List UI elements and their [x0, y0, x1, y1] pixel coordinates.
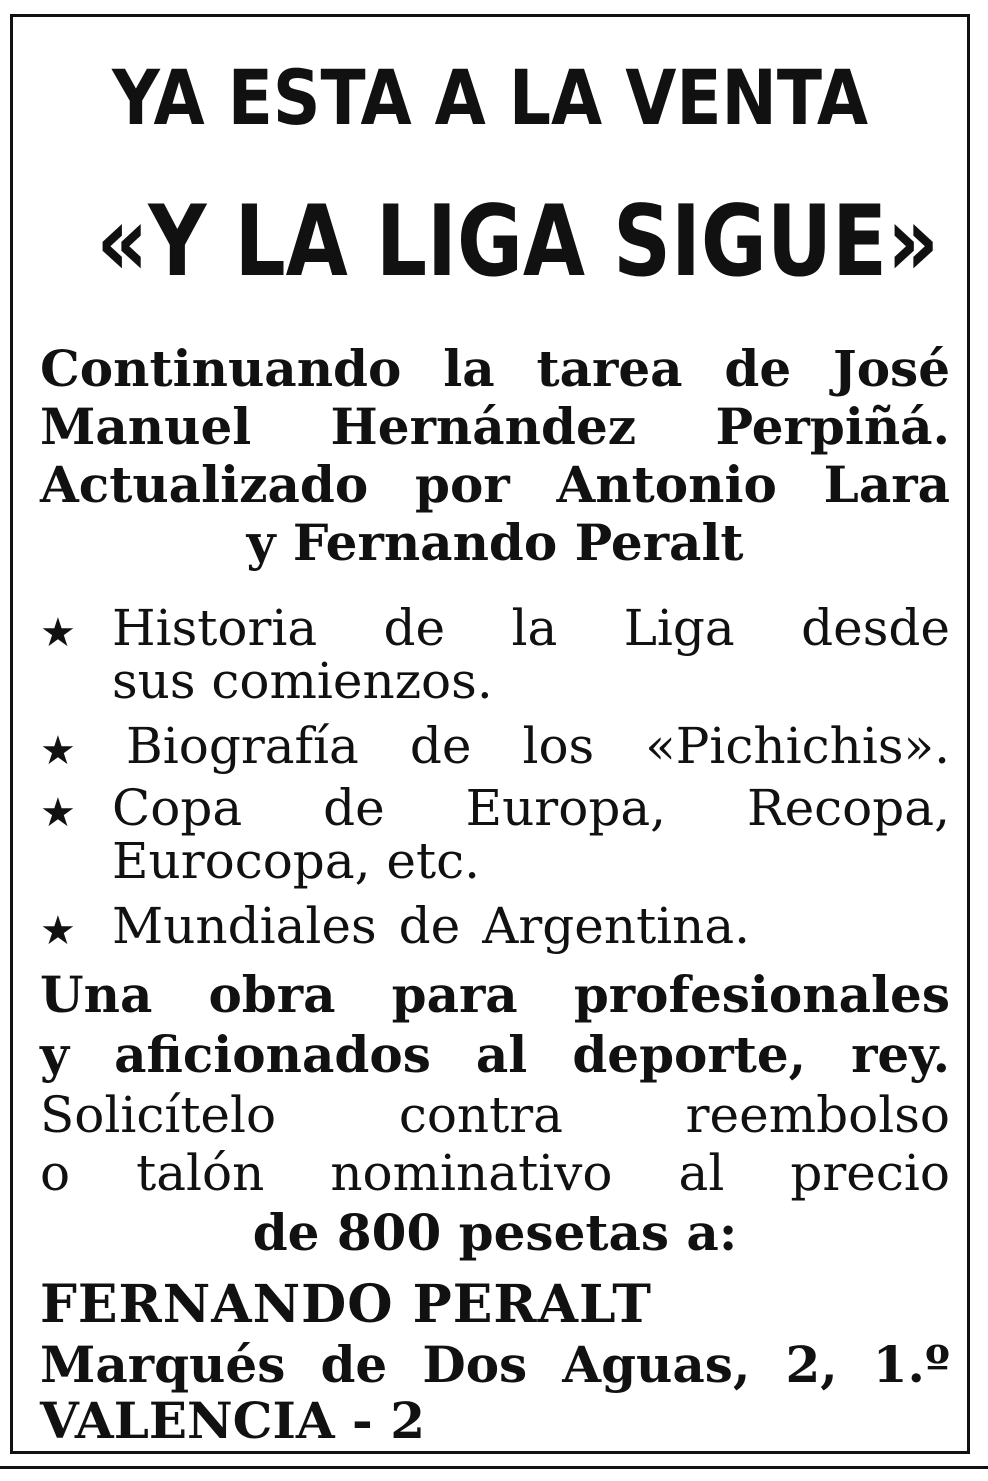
credits-word: Perpiñá. [715, 397, 950, 456]
feature-word: los [522, 717, 595, 775]
feature-word: «Pichichis». [645, 717, 950, 775]
credits-word: de [724, 339, 792, 398]
bottom-rule [0, 1466, 988, 1469]
star-icon: ★ [40, 790, 76, 836]
feature-text [112, 717, 950, 775]
offer-word: para [391, 965, 518, 1024]
credits-word: Hernández [330, 397, 637, 456]
offer-word: nominativo [330, 1144, 613, 1202]
feature-item-biography [40, 712, 950, 780]
publisher-city: VALENCIA - 2 [40, 1391, 426, 1450]
offer-word: precio [790, 1144, 950, 1202]
street-word: Dos [422, 1335, 528, 1394]
street-word: 1.º [872, 1335, 950, 1394]
feature-word: de [409, 717, 472, 775]
feature-word: de [398, 897, 461, 955]
credits-line-4: y Fernando Peralt [246, 513, 744, 572]
credits-line-2 [40, 398, 950, 456]
star-icon: ★ [40, 610, 76, 656]
offer-word: contra [398, 1086, 563, 1144]
offer-word: Una [40, 965, 153, 1024]
credits-word: José [833, 339, 950, 398]
credits-line-3 [40, 456, 950, 514]
star-icon: ★ [40, 728, 76, 774]
credits-word: Manuel [40, 397, 252, 456]
street-word: 2, [785, 1335, 838, 1394]
publisher-name: FERNANDO PERALT [40, 1274, 652, 1335]
offer-word: obra [208, 965, 336, 1024]
offer-line-3 [40, 1086, 950, 1144]
credits-word: la [443, 339, 495, 398]
feature-item-world-cup [40, 892, 950, 960]
feature-word: Liga [623, 599, 735, 657]
credits-line-1 [40, 340, 950, 398]
offer-line-4 [40, 1144, 950, 1202]
feature-word: de [323, 779, 385, 837]
feature-word: Mundiales [112, 897, 377, 955]
offer-word: Solicítelo [40, 1086, 277, 1144]
offer-word: reembolso [685, 1086, 950, 1144]
feature-word: la [511, 599, 558, 657]
credits-word: Antonio [556, 455, 777, 514]
offer-word: y [40, 1025, 70, 1084]
offer-line-1 [40, 966, 950, 1024]
publisher-street [40, 1336, 950, 1394]
headline-on-sale: YA ESTA A LA VENTA [111, 53, 869, 142]
feature-word: Argentina. [482, 897, 751, 955]
credits-word: Continuando [40, 339, 402, 398]
street-word: de [320, 1335, 388, 1394]
offer-word: talón [136, 1144, 265, 1202]
feature-word: Recopa, [746, 779, 950, 837]
offer-word: profesionales [573, 965, 950, 1024]
feature-word: de [383, 599, 446, 657]
headline-book-title: «Y LA LIGA SIGUE» [96, 185, 939, 299]
street-word: Aguas, [562, 1335, 751, 1394]
offer-word: rey. [851, 1025, 950, 1084]
offer-word: al [678, 1144, 725, 1202]
offer-word: aficionados [114, 1025, 431, 1084]
offer-price-line: de 800 pesetas a: [252, 1203, 738, 1262]
feature-word: Biografía [126, 717, 359, 775]
feature-word: Historia [112, 599, 318, 657]
offer-word: o [40, 1144, 71, 1202]
feature-text [112, 897, 950, 955]
feature-word: Copa [112, 779, 243, 837]
feature-text [112, 599, 950, 657]
feature-continuation-cups: Eurocopa, etc. [112, 832, 480, 890]
feature-word: desde [801, 599, 950, 657]
street-word: Marqués [40, 1335, 286, 1394]
credits-word: tarea [536, 339, 683, 398]
credits-word: por [415, 455, 510, 514]
feature-text [112, 779, 950, 837]
offer-word: deporte, [572, 1025, 807, 1084]
feature-continuation-history: sus comienzos. [112, 652, 493, 710]
credits-word: Actualizado [40, 455, 369, 514]
feature-word: Europa, [465, 779, 667, 837]
star-icon: ★ [40, 908, 76, 954]
offer-word: al [475, 1025, 528, 1084]
credits-word: Lara [823, 455, 950, 514]
offer-line-2 [40, 1026, 950, 1084]
